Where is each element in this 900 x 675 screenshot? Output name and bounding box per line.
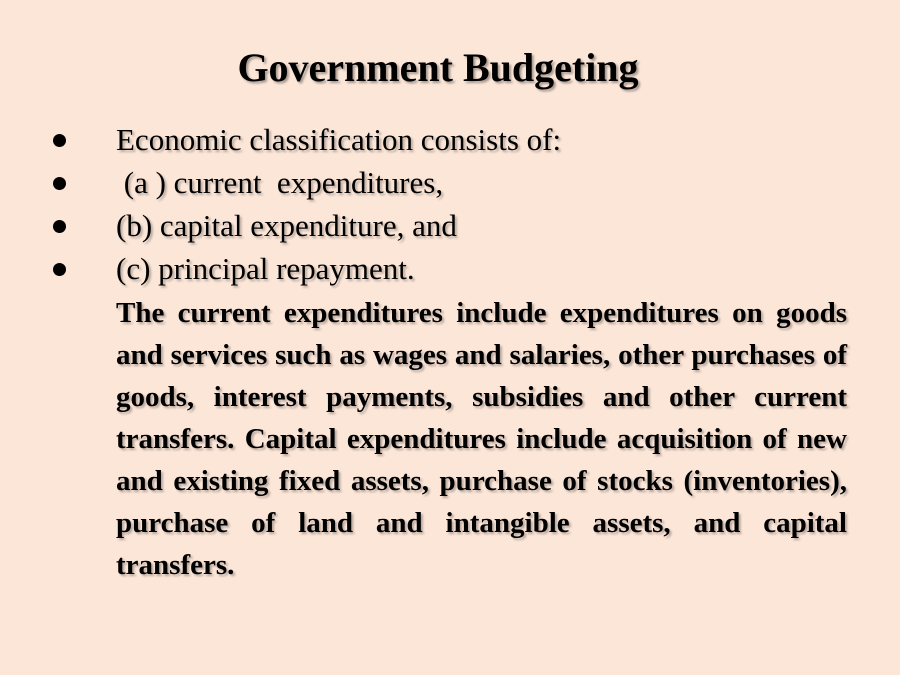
bullet-list	[0, 118, 900, 290]
bullet-item	[0, 161, 900, 204]
bullet-text: Economic classification consists of:	[116, 122, 562, 157]
bullet-item	[0, 204, 900, 247]
bullet-dot-icon	[53, 220, 66, 233]
bullet-text: (a ) current expenditures,	[116, 165, 444, 200]
bullet-text: (b) capital expenditure, and	[116, 208, 457, 243]
bullet-dot-icon	[53, 134, 66, 147]
bullet-item	[0, 118, 900, 161]
body-paragraph: The current expenditures include expenditures on goods and services such as wages and salaries, other purchases of goods, interest payments, subsidies and other current transfers. Capital expenditures include acquisition of new and existing fixed assets, purchase of stocks (inventories), purchase of land and intangible assets, and capital transfers.	[116, 297, 847, 581]
bullet-dot-icon	[53, 177, 66, 190]
bullet-text: (c) principal repayment.	[116, 251, 415, 286]
slide-title: Government Budgeting	[237, 45, 639, 90]
bullet-dot-icon	[53, 263, 66, 276]
bullet-item	[0, 247, 900, 290]
